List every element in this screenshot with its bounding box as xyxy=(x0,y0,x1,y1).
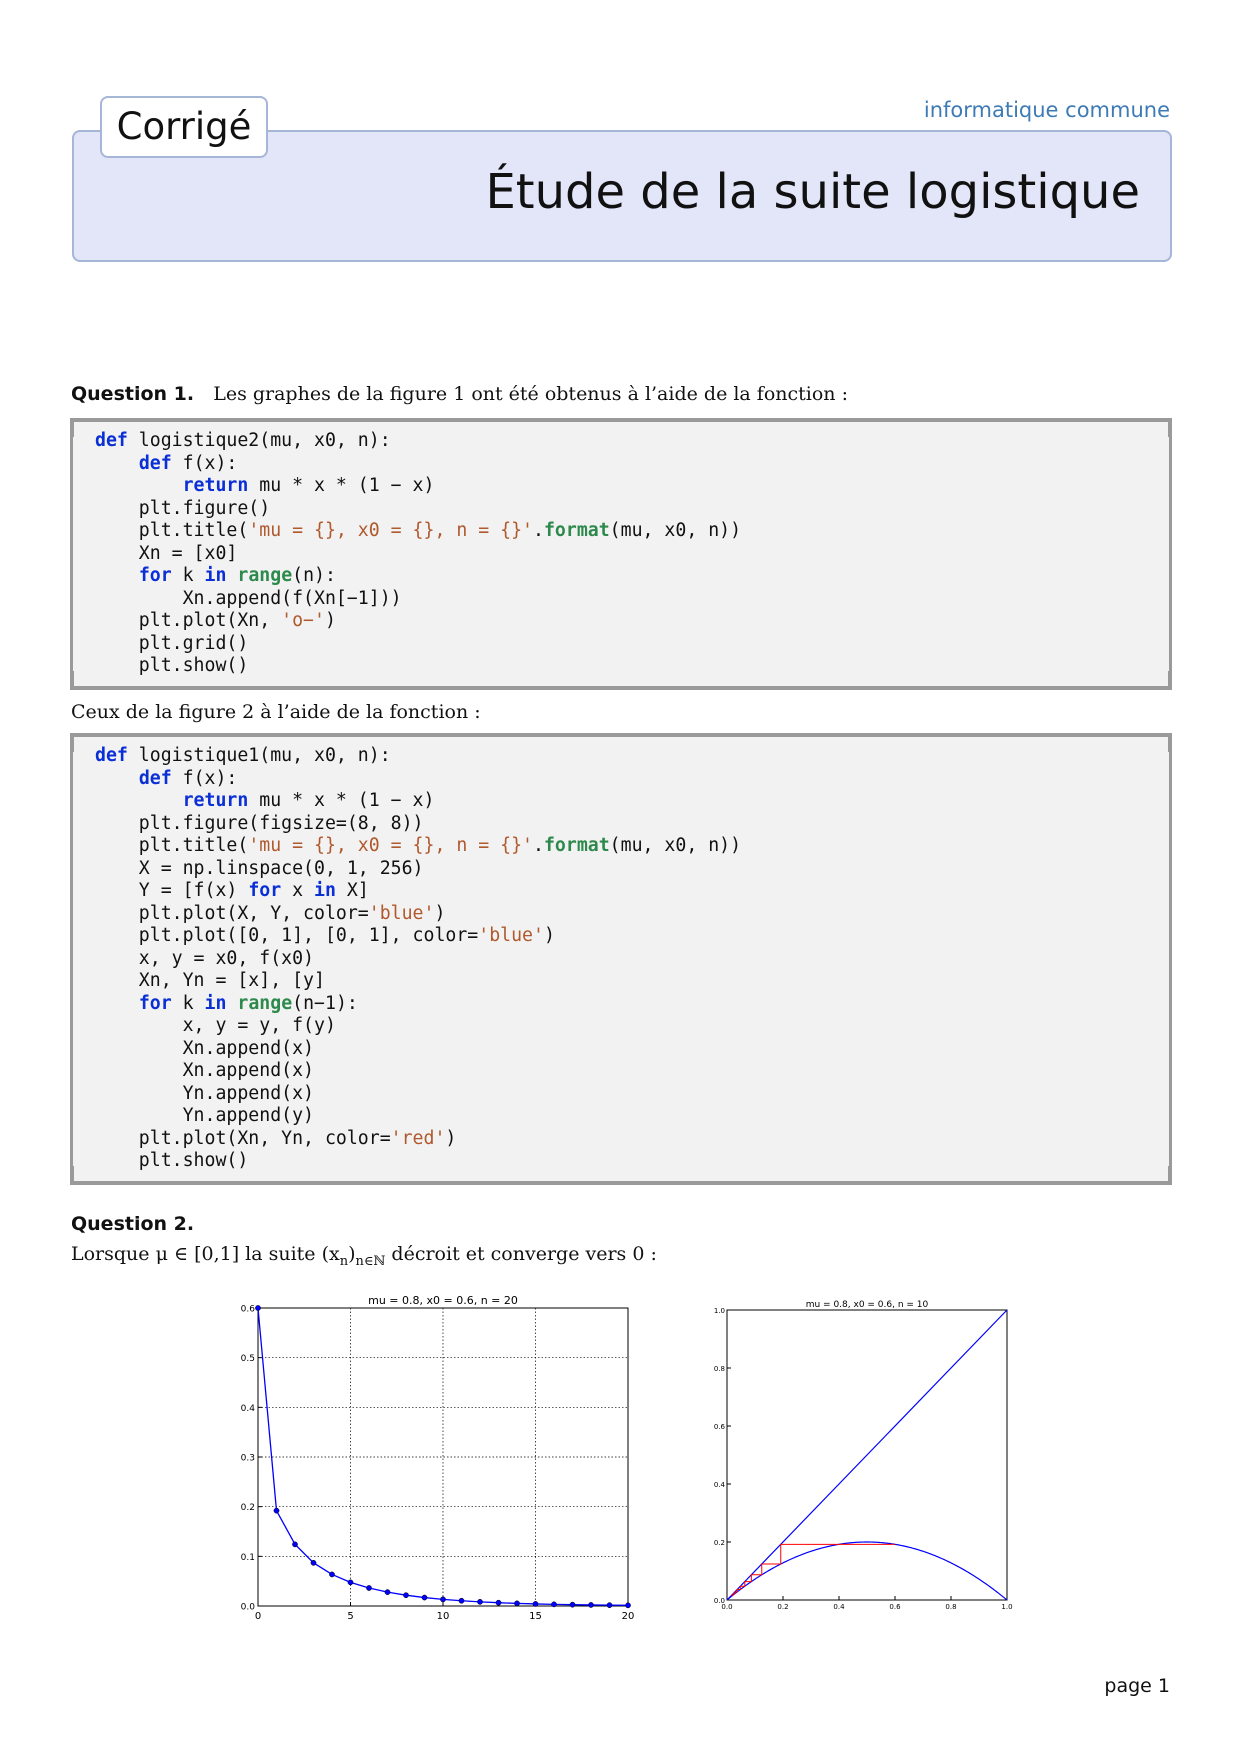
code-block-1 xyxy=(70,418,1172,690)
chart1-xtick-label: 10 xyxy=(436,1611,450,1622)
chart1-point xyxy=(477,1599,482,1604)
code-line: plt.title('mu = {}, x0 = {}, n = {}'.format(mu, x0, n)) xyxy=(95,835,742,856)
chart1-point xyxy=(625,1603,630,1608)
subject-label: informatique commune xyxy=(923,98,1170,122)
chart1-xtick-label: 5 xyxy=(347,1611,354,1622)
code-line: plt.title('mu = {}, x0 = {}, n = {}'.format(mu, x0, n)) xyxy=(95,520,742,541)
chart1-point xyxy=(551,1602,556,1607)
code-line: def logistique2(mu, x0, n): xyxy=(95,430,391,451)
chart1-point xyxy=(459,1598,464,1603)
corrige-tag: Corrigé xyxy=(100,96,268,158)
q2-text-c: décroit et converge vers 0 : xyxy=(385,1243,657,1265)
chart1-point xyxy=(366,1585,371,1590)
code-line: plt.figure() xyxy=(95,497,271,519)
chart1-ytick-label: 0.4 xyxy=(240,1403,255,1414)
code-line: for k in range(n−1): xyxy=(138,992,358,1014)
chart1-point xyxy=(348,1580,353,1585)
chart2-ytick-label: 0.0 xyxy=(713,1597,725,1605)
chart2-xtick-label: 0.6 xyxy=(889,1603,901,1611)
q2-text-a: Lorsque μ ∈ [0,1] la suite (x xyxy=(71,1243,340,1265)
chart2-xtick-label: 0.0 xyxy=(721,1603,733,1611)
q2-sub-set: n∈ℕ xyxy=(355,1253,386,1269)
chart-time-series xyxy=(225,1292,645,1628)
question-2-text xyxy=(71,1243,657,1269)
chart1-point xyxy=(496,1600,501,1605)
chart2-ytick-label: 0.8 xyxy=(713,1365,725,1373)
q2-text-b: ) xyxy=(348,1243,356,1265)
chart1-ytick-label: 0.5 xyxy=(240,1354,255,1365)
code-line: x, y = x0, f(x0) xyxy=(95,947,314,969)
chart1-point xyxy=(292,1542,297,1547)
code-line: def f(x): xyxy=(138,767,238,789)
chart1-point xyxy=(570,1602,575,1607)
chart2-xtick-label: 0.8 xyxy=(945,1603,957,1611)
q2-sub-n: n xyxy=(339,1253,349,1269)
code-line: x, y = y, f(y) xyxy=(95,1015,336,1036)
chart1-point xyxy=(422,1595,427,1600)
chart1-ytick-label: 0.3 xyxy=(240,1453,255,1464)
code-line: Xn = [x0] xyxy=(95,542,238,564)
chart1-xtick-label: 20 xyxy=(621,1611,635,1622)
chart2-ytick-label: 1.0 xyxy=(713,1307,725,1315)
code-line: Xn, Yn = [x], [y] xyxy=(95,970,325,991)
code-line: X = np.linspace(0, 1, 256) xyxy=(95,857,424,879)
page-number: page 1 xyxy=(1104,1675,1170,1697)
chart1-point xyxy=(329,1572,334,1577)
code-line: plt.plot(X, Y, color='blue') xyxy=(95,902,446,924)
code-line: plt.figure(figsize=(8, 8)) xyxy=(95,812,424,834)
chart1-point xyxy=(403,1593,408,1598)
document-title: Étude de la suite logistique xyxy=(485,164,1140,220)
chart2-xtick-label: 0.4 xyxy=(833,1603,845,1611)
chart1-point xyxy=(274,1508,279,1513)
chart1-point xyxy=(385,1590,390,1595)
chart1-title: mu = 0.8, x0 = 0.6, n = 20 xyxy=(368,1294,518,1307)
chart1-ytick-label: 0.0 xyxy=(240,1602,255,1613)
code-block-2 xyxy=(70,733,1172,1185)
code-line: for k in range(n): xyxy=(138,565,336,586)
chart1-point xyxy=(440,1597,445,1602)
chart1-point xyxy=(607,1603,612,1608)
chart2-ytick-label: 0.6 xyxy=(713,1423,725,1431)
chart1-ytick-label: 0.6 xyxy=(240,1304,255,1315)
chart-cobweb xyxy=(700,1298,1030,1628)
code-line: Xn.append(f(Xn[−1])) xyxy=(95,587,402,609)
code-line: def f(x): xyxy=(138,452,238,474)
code-line: return mu * x * (1 − x) xyxy=(182,790,435,811)
chart1-point xyxy=(588,1602,593,1607)
code-line: plt.plot(Xn, Yn, color='red') xyxy=(95,1127,457,1149)
chart1-point xyxy=(533,1601,538,1606)
chart1-point xyxy=(311,1560,316,1565)
question-1-text: Les graphes de la figure 1 ont été obtenus à l’aide de la fonction : xyxy=(213,383,848,405)
chart1-xtick-label: 0 xyxy=(254,1611,262,1622)
between-text: Ceux de la figure 2 à l’aide de la fonction : xyxy=(71,701,481,723)
question-1-label: Question 1. xyxy=(71,383,195,405)
chart2-xtick-label: 1.0 xyxy=(1001,1603,1013,1611)
code-line: plt.show() xyxy=(95,1150,249,1171)
code-listing-1 xyxy=(73,418,1169,678)
chart1-point xyxy=(255,1305,260,1310)
code-line: Xn.append(x) xyxy=(95,1037,314,1059)
question-2-label: Question 2. xyxy=(71,1213,195,1235)
code-line: Xn.append(x) xyxy=(95,1060,314,1081)
code-line: Yn.append(x) xyxy=(95,1082,314,1104)
chart2-title: mu = 0.8, x0 = 0.6, n = 10 xyxy=(805,1300,929,1310)
question-1 xyxy=(71,383,848,405)
chart1-ytick-label: 0.2 xyxy=(240,1503,255,1514)
code-line: plt.plot(Xn, 'o−') xyxy=(95,610,336,631)
code-line: Y = [f(x) for x in X] xyxy=(95,880,369,901)
chart1-ytick-label: 0.1 xyxy=(240,1552,255,1563)
chart2-ytick-label: 0.4 xyxy=(713,1481,725,1489)
chart2-ytick-label: 0.2 xyxy=(713,1539,725,1547)
chart1-point xyxy=(514,1601,519,1606)
code-line: plt.grid() xyxy=(95,632,249,654)
chart2-xtick-label: 0.2 xyxy=(777,1603,789,1611)
code-line: plt.show() xyxy=(95,655,249,676)
code-line: plt.plot([0, 1], [0, 1], color='blue') xyxy=(95,925,555,946)
code-line: Yn.append(y) xyxy=(95,1105,314,1126)
code-listing-2 xyxy=(73,733,1169,1173)
code-line: return mu * x * (1 − x) xyxy=(182,475,435,496)
chart1-xtick-label: 15 xyxy=(529,1611,542,1622)
code-line: def logistique1(mu, x0, n): xyxy=(95,745,391,766)
